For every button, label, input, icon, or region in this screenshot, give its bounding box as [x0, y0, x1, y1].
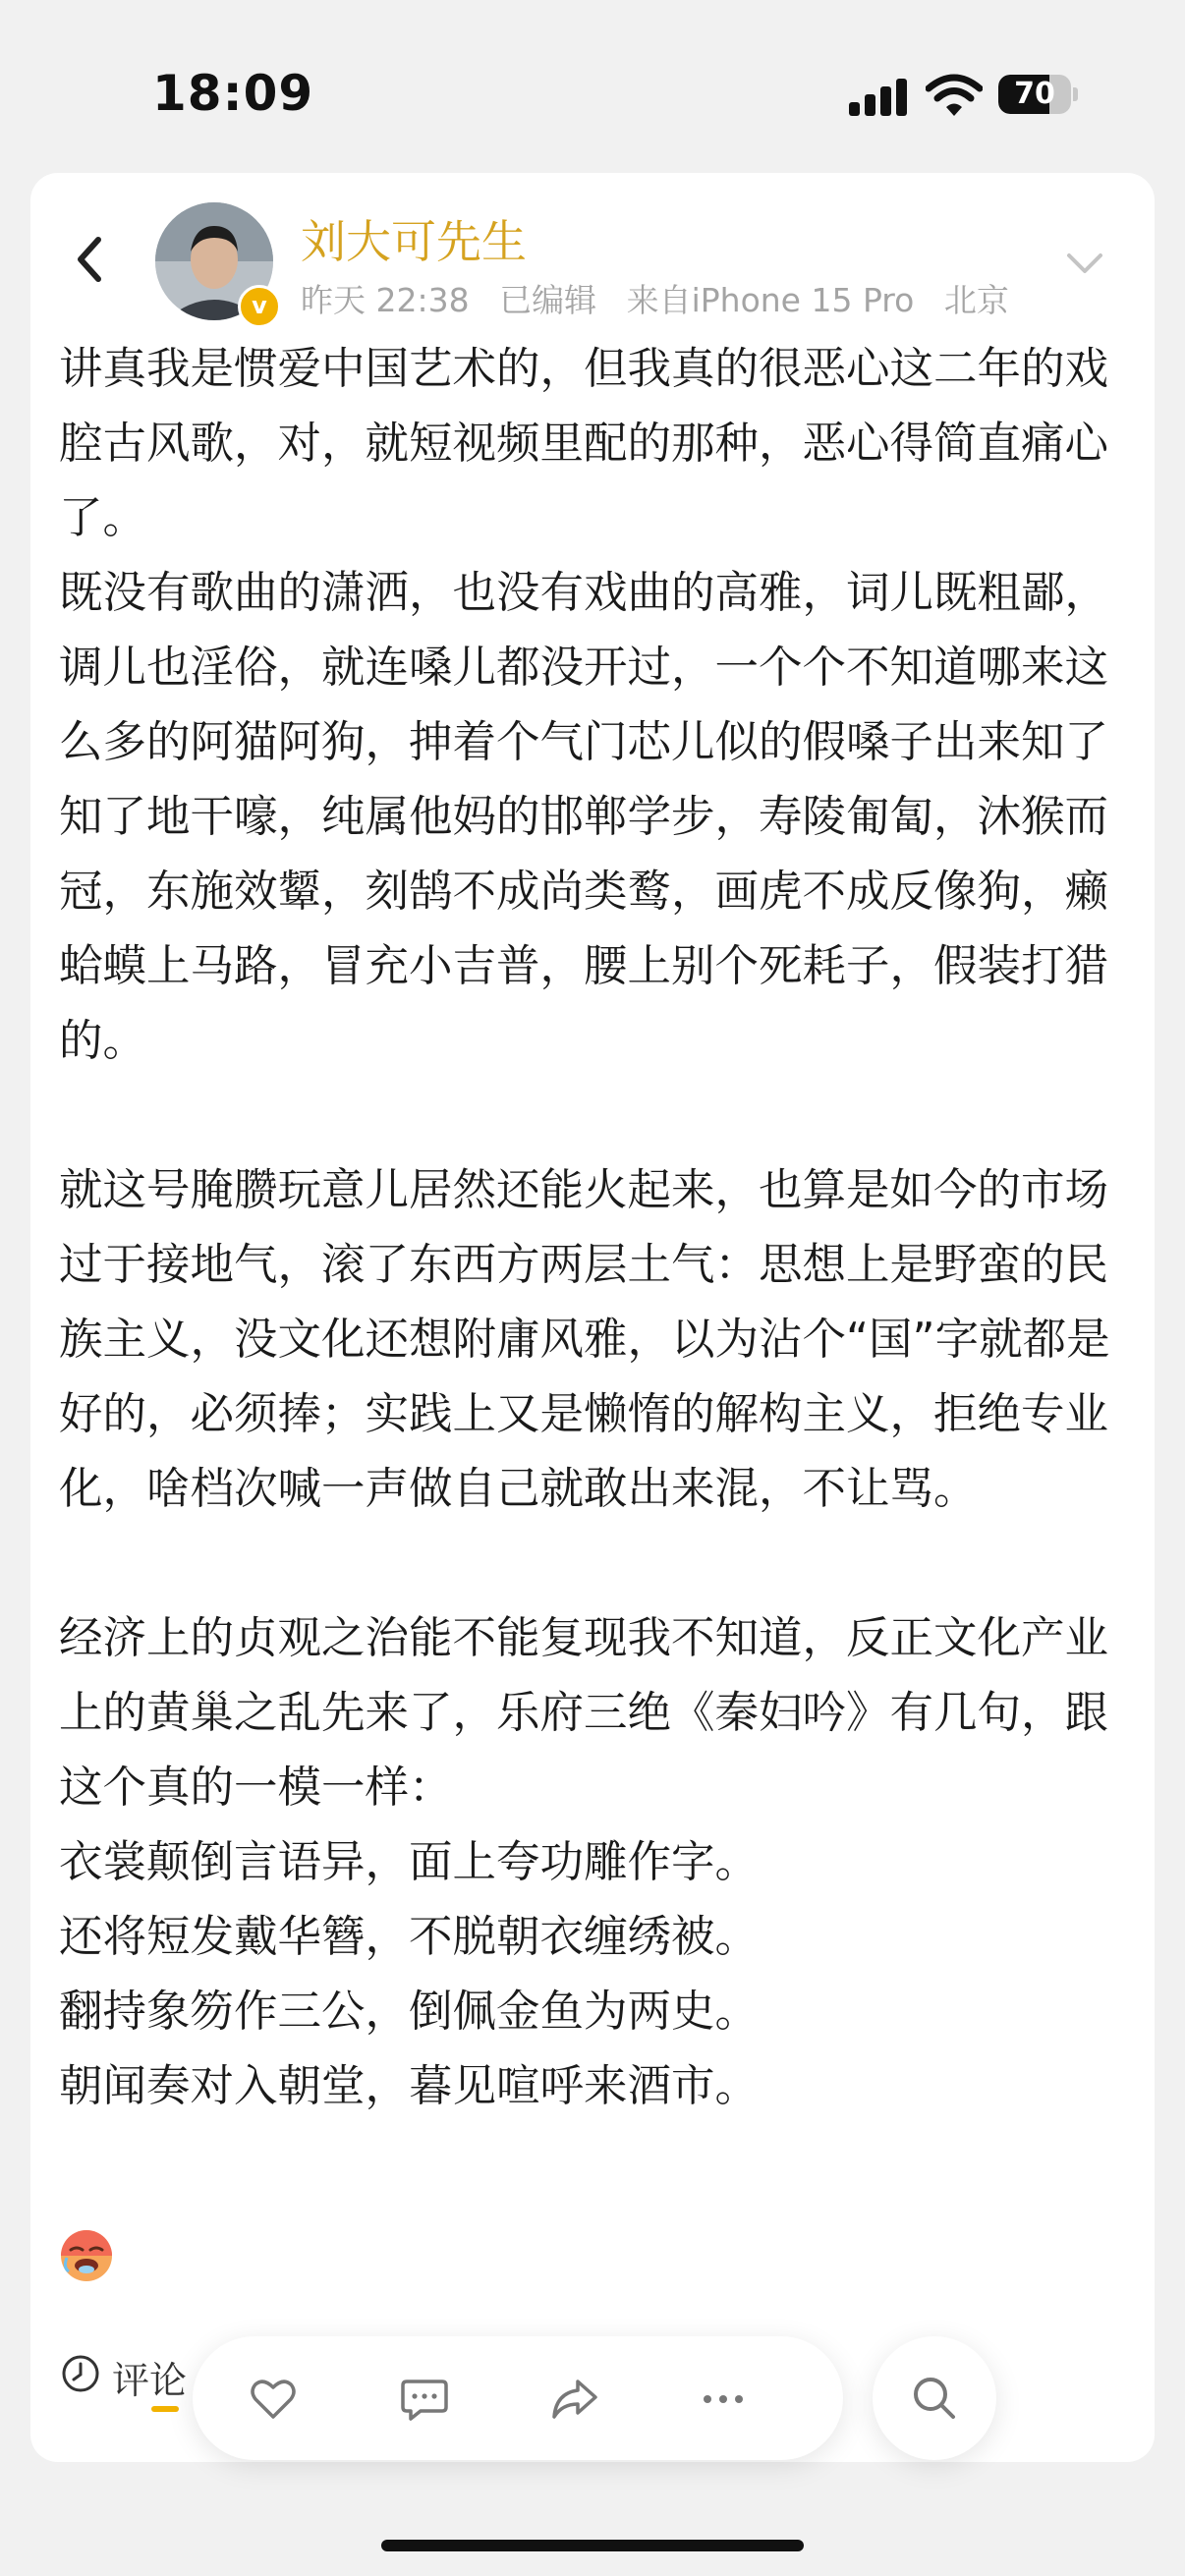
post-body — [59, 332, 1130, 2124]
battery-percent: 70 — [1014, 77, 1055, 111]
post-source: 来自iPhone 15 Pro — [626, 281, 915, 319]
edited-label: 已编辑 — [499, 281, 597, 319]
poem-line: 衣裳颠倒言语异，面上夸功雕作字。 — [59, 1837, 760, 1887]
status-time: 18:09 — [152, 65, 314, 122]
hot-face-emoji — [59, 2228, 114, 2283]
username[interactable]: 刘大可先生 — [301, 215, 527, 268]
status-bar — [0, 0, 1185, 167]
home-indicator[interactable] — [381, 2540, 804, 2551]
heart-icon[interactable] — [248, 2374, 299, 2425]
post-location: 北京 — [943, 281, 1009, 319]
tab-comments-label: 评论 — [112, 2359, 188, 2402]
battery-icon — [998, 75, 1079, 116]
clock-icon — [61, 2354, 100, 2393]
chevron-left-icon[interactable] — [71, 232, 110, 287]
verified-badge: v — [238, 285, 281, 328]
cellular-signal-icon — [847, 77, 908, 118]
search-button[interactable] — [873, 2336, 996, 2460]
search-icon — [910, 2374, 959, 2423]
post-paragraph: 就这号腌臜玩意儿居然还能火起来，也算是如今的市场过于接地气，滚了东西方两层土气：思想上是野蛮的民族主义，没文化还想附庸风雅，以为沾个“国”字就都是好的，必须捧；实践上又是懒惰的解构主义，拒绝专业化，啥档次喊一声做自己就敢出来混，不让骂。 — [59, 1165, 1110, 1514]
post-paragraph: 经济上的贞观之治能不能复现我不知道，反正文化产业上的黄巢之乱先来了，乐府三绝《秦妇吟》有几句，跟这个真的一模一样： — [59, 1613, 1109, 1813]
more-icon[interactable] — [698, 2374, 749, 2425]
post-time: 昨天 22:38 — [301, 281, 470, 319]
poem-line: 翻持象笏作三公，倒佩金鱼为两史。 — [59, 1987, 760, 2037]
comment-icon[interactable] — [399, 2374, 450, 2425]
poem-line: 还将短发戴华簪，不脱朝衣缠绣被。 — [59, 1912, 760, 1962]
post-paragraph: 讲真我是惯爱中国艺术的，但我真的很恶心这二年的戏腔古风歌，对，就短视频里配的那种，恶心得简直痛心了。 — [59, 344, 1109, 543]
share-icon[interactable] — [548, 2374, 599, 2425]
post-meta — [301, 275, 1029, 321]
chevron-down-icon[interactable] — [1065, 250, 1104, 277]
post-paragraph: 既没有歌曲的潇洒，也没有戏曲的高雅，词儿既粗鄙，调儿也淫俗，就连嗓儿都没开过，一个个不知道哪来这么多的阿猫阿狗，抻着个气门芯儿似的假嗓子出来知了知了地干嚎，纯属他妈的邯郸学步，寿陵匍匐，沐猴而冠，东施效颦，刻鹄不成尚类鹜，画虎不成反像狗，癞蛤蟆上马路，冒充小吉普，腰上别个死耗子，假装打猎的。 — [59, 568, 1109, 1066]
tab-active-indicator — [151, 2406, 179, 2412]
poem-line: 朝闻奏对入朝堂，暮见喧呼来酒市。 — [59, 2061, 760, 2111]
action-bar — [193, 2336, 843, 2460]
wifi-icon — [926, 73, 983, 118]
